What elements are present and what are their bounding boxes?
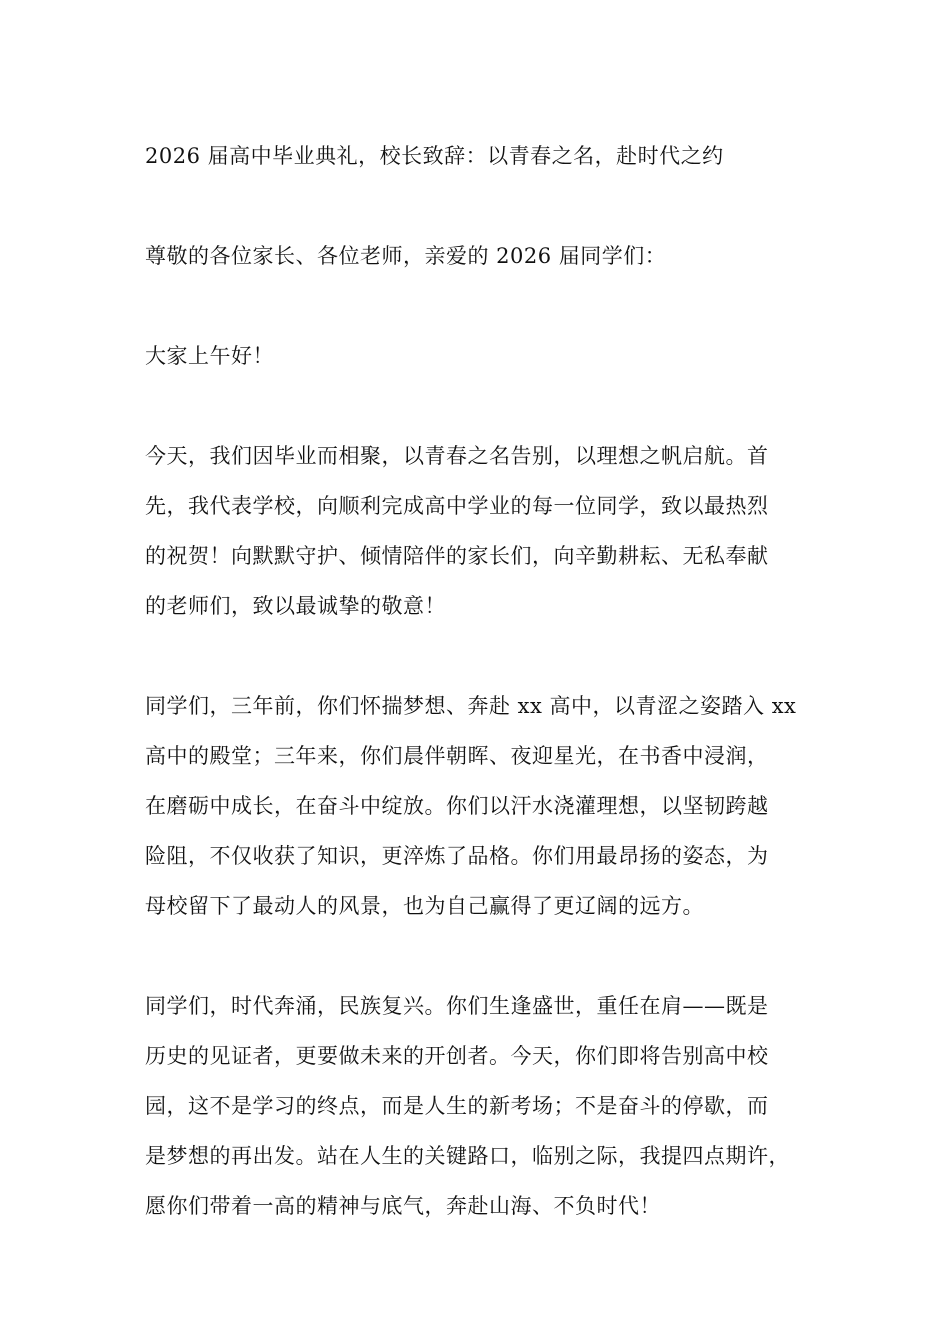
paragraph-era-mission: 同学们，时代奔涌，民族复兴。你们生逢盛世，重任在肩——既是 历史的见证者，更要做未来的开创者。今天，你们即将告别高中校 园，这不是学习的终点，而是人生的新考场；不是奋斗的停歇，而 是梦想的再出发。站在人生的关键路口，临别之际，我提四点期许， 愿你们带着一高的精神与底气，奔赴山海、不负时代！ xyxy=(145,994,790,1218)
document-title: 2026 届高中毕业典礼，校长致辞：以青春之名，赴时代之约 xyxy=(145,144,724,168)
document-body xyxy=(145,131,825,1231)
paragraph-congratulations: 今天，我们因毕业而相聚，以青春之名告别，以理想之帆启航。首 先，我代表学校，向顺利完成高中学业的每一位同学，致以最热烈 的祝贺！向默默守护、倾情陪伴的家长们，向辛勤耕耘、无私奉献 的老师们，致以最诚挚的敬意！ xyxy=(145,444,769,618)
greeting-line: 大家上午好！ xyxy=(145,344,274,368)
salutation: 尊敬的各位家长、各位老师，亲爱的 2026 届同学们： xyxy=(145,244,667,268)
paragraph-three-years: 同学们，三年前，你们怀揣梦想、奔赴 xx 高中，以青涩之姿踏入 xx 高中的殿堂；三年来，你们晨伴朝晖、夜迎星光，在书香中浸润， 在磨砺中成长，在奋斗中绽放。你们以汗水浇灌理想，以坚韧跨越 险阻，不仅收获了知识，更淬炼了品格。你们用最昂扬的姿态，为 母校留下了最动人的风景，也为自己赢得了更辽阔的远方。 xyxy=(145,694,797,918)
